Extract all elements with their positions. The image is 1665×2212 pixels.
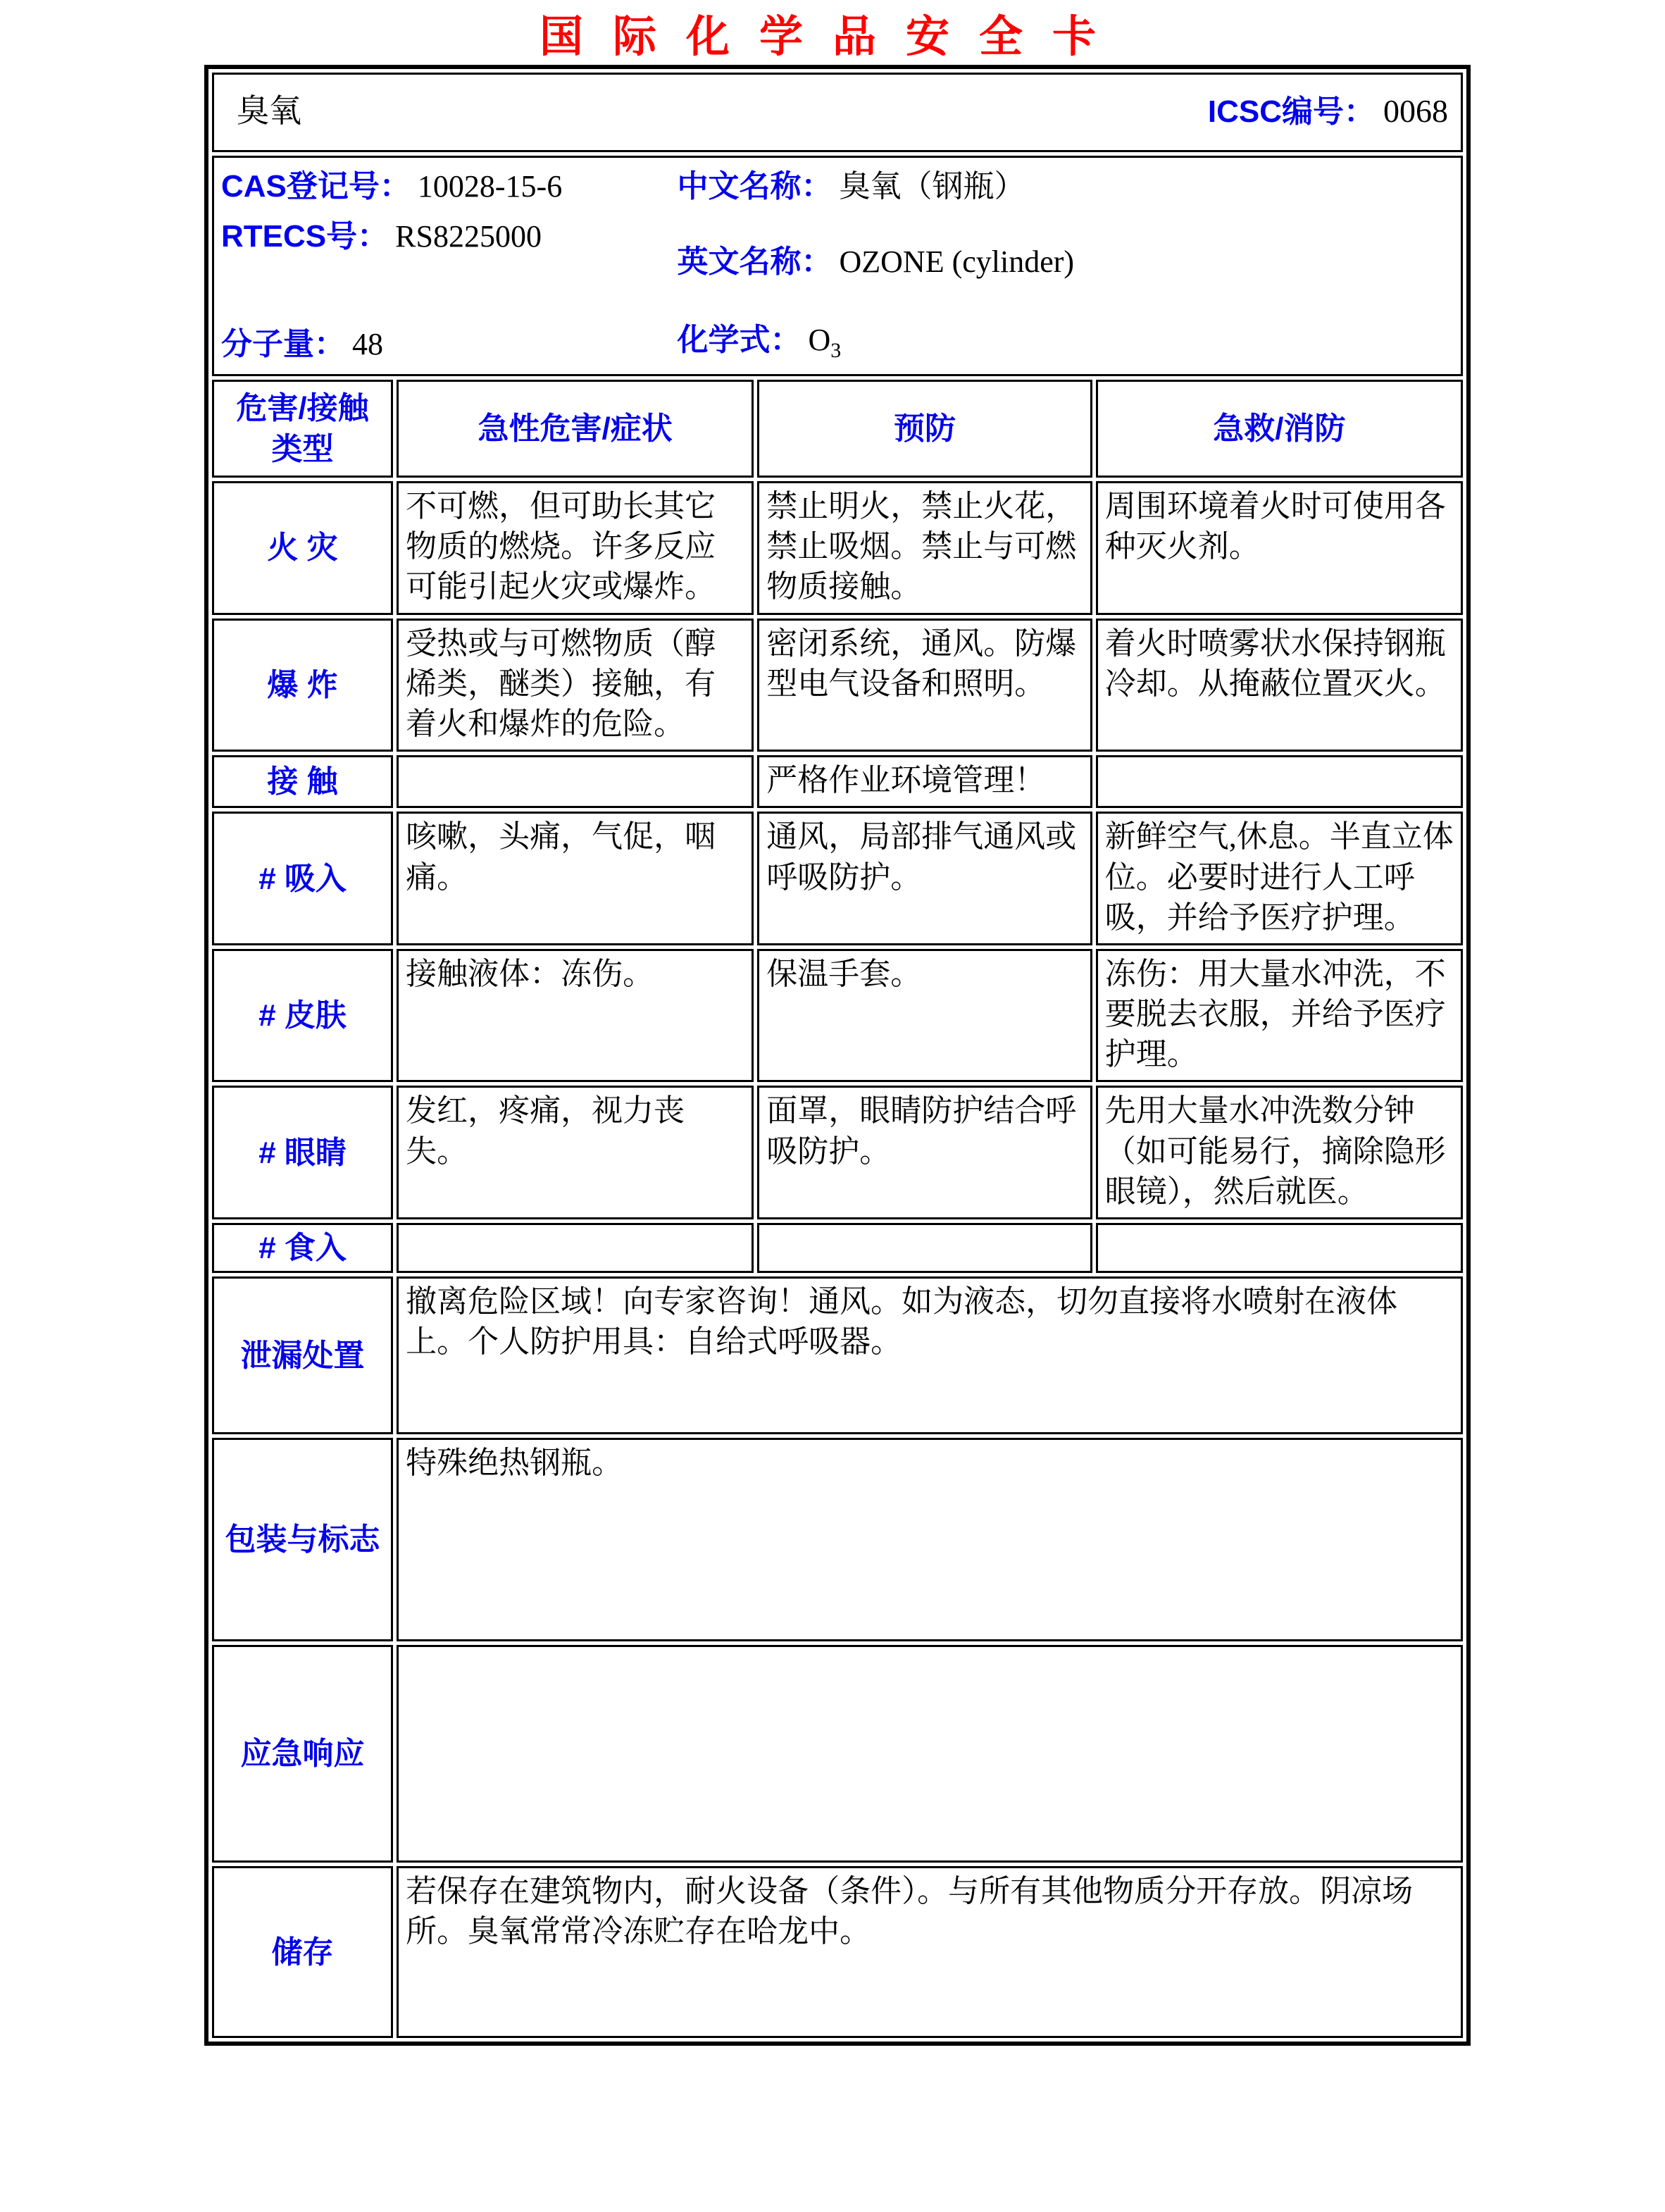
hazard-header-symptoms: 急性危害/症状 bbox=[397, 380, 754, 478]
chinese-name-value: 臭氧（钢瓶） bbox=[839, 169, 1025, 204]
document-title: 国际化学品安全卡 bbox=[539, 13, 1125, 61]
chinese-name-line bbox=[678, 166, 1454, 206]
spill-disposal-content: 撤离危险区域！向专家咨询！通风。如为液态，切勿直接将水喷射在液体上。个人防护用具：自给式呼吸器。 bbox=[397, 1276, 1463, 1434]
icsc-number: 0068 bbox=[1383, 92, 1448, 129]
safety-card-table bbox=[204, 65, 1471, 2046]
rtecs-value: RS8225000 bbox=[395, 219, 542, 254]
exposure-prevention: 严格作业环境管理！ bbox=[757, 755, 1092, 808]
emergency-response-label: 应急响应 bbox=[212, 1645, 393, 1863]
inhalation-symptoms: 咳嗽，头痛，气促，咽痛。 bbox=[397, 812, 754, 945]
skin-response: 冻伤：用大量水冲洗，不要脱去衣服，并给予医疗护理。 bbox=[1096, 949, 1463, 1083]
icsc-label: ICSC编号： bbox=[1207, 94, 1375, 129]
packaging-labelling-label: 包装与标志 bbox=[212, 1438, 393, 1641]
card-header-cell bbox=[212, 73, 1463, 152]
hazard-header-row bbox=[212, 380, 1463, 478]
fire-response: 周围环境着火时可使用各种灭火剂。 bbox=[1096, 481, 1463, 615]
card-header-row bbox=[212, 73, 1463, 152]
rtecs-line bbox=[221, 216, 678, 256]
storage-label: 储存 bbox=[212, 1866, 393, 2038]
row-fire bbox=[212, 481, 1463, 615]
icsc-number-group bbox=[1208, 90, 1454, 132]
eyes-label: # 眼睛 bbox=[212, 1086, 393, 1219]
packaging-labelling-content: 特殊绝热钢瓶。 bbox=[397, 1438, 1463, 1641]
molecular-weight-value: 48 bbox=[352, 326, 383, 361]
substance-name: 臭氧 bbox=[237, 92, 301, 129]
identity-row bbox=[212, 156, 1463, 376]
molecular-weight-line bbox=[221, 324, 678, 364]
storage-content: 若保存在建筑物内，耐火设备（条件）。与所有其他物质分开存放。阴凉场所。臭氧常常冷冻贮存在哈龙中。 bbox=[397, 1866, 1463, 2038]
row-exposure bbox=[212, 755, 1463, 808]
row-ingestion bbox=[212, 1223, 1463, 1273]
inhalation-prevention: 通风，局部排气通风或呼吸防护。 bbox=[757, 812, 1092, 945]
eyes-symptoms: 发红，疼痛，视力丧失。 bbox=[397, 1086, 754, 1219]
row-packaging-labelling bbox=[212, 1438, 1463, 1641]
exposure-label: 接 触 bbox=[212, 755, 393, 808]
rtecs-label: RTECS号： bbox=[221, 219, 389, 254]
skin-label: # 皮肤 bbox=[212, 949, 393, 1083]
hazard-header-type: 危害/接触类型 bbox=[212, 380, 393, 478]
skin-prevention: 保温手套。 bbox=[757, 949, 1092, 1083]
row-skin bbox=[212, 949, 1463, 1083]
eyes-prevention: 面罩，眼睛防护结合呼吸防护。 bbox=[757, 1086, 1092, 1219]
explosion-symptoms: 受热或与可燃物质（醇烯类，醚类）接触，有着火和爆炸的危险。 bbox=[397, 619, 754, 752]
hazard-header-response: 急救/消防 bbox=[1096, 380, 1463, 478]
ingestion-label: # 食入 bbox=[212, 1223, 393, 1273]
hazard-header-prevention: 预防 bbox=[757, 380, 1092, 478]
english-name-label: 英文名称： bbox=[677, 244, 832, 280]
cas-label: CAS登记号： bbox=[221, 169, 411, 204]
inhalation-response: 新鲜空气,休息。半直立体位。必要时进行人工呼吸，并给予医疗护理。 bbox=[1096, 812, 1463, 945]
row-storage bbox=[212, 1866, 1463, 2038]
row-eyes bbox=[212, 1086, 1463, 1219]
cas-line bbox=[221, 166, 678, 206]
row-explosion bbox=[212, 619, 1463, 752]
fire-label: 火 灾 bbox=[212, 481, 393, 615]
exposure-symptoms bbox=[397, 755, 754, 808]
identity-cell bbox=[212, 156, 1463, 376]
eyes-response: 先用大量水冲洗数分钟（如可能易行，摘除隐形眼镜），然后就医。 bbox=[1096, 1086, 1463, 1219]
ingestion-prevention bbox=[757, 1223, 1092, 1273]
exposure-response bbox=[1096, 755, 1463, 808]
fire-symptoms: 不可燃，但可助长其它物质的燃烧。许多反应可能引起火灾或爆炸。 bbox=[397, 481, 754, 615]
spill-disposal-label: 泄漏处置 bbox=[212, 1276, 393, 1434]
explosion-label: 爆 炸 bbox=[212, 619, 393, 752]
formula-value: $O_3$ bbox=[808, 323, 842, 362]
cas-value: 10028-15-6 bbox=[417, 169, 563, 204]
row-emergency-response bbox=[212, 1645, 1463, 1863]
chinese-name-label: 中文名称： bbox=[677, 169, 832, 204]
skin-symptoms: 接触液体：冻伤。 bbox=[397, 949, 754, 1083]
inhalation-label: # 吸入 bbox=[212, 812, 393, 945]
english-name-value: OZONE (cylinder) bbox=[839, 244, 1075, 280]
emergency-response-content bbox=[397, 1645, 1463, 1863]
explosion-response: 着火时喷雾状水保持钢瓶冷却。从掩蔽位置灭火。 bbox=[1096, 619, 1463, 752]
fire-prevention: 禁止明火，禁止火花，禁止吸烟。禁止与可燃物质接触。 bbox=[757, 481, 1092, 615]
row-inhalation bbox=[212, 812, 1463, 945]
molecular-weight-label: 分子量： bbox=[221, 326, 345, 361]
ingestion-response bbox=[1096, 1223, 1463, 1273]
explosion-prevention: 密闭系统，通风。防爆型电气设备和照明。 bbox=[757, 619, 1092, 752]
english-name-line bbox=[678, 242, 1454, 282]
ingestion-symptoms bbox=[397, 1223, 754, 1273]
formula-label: 化学式： bbox=[677, 323, 802, 358]
formula-line bbox=[678, 320, 1454, 364]
row-spill-disposal bbox=[212, 1276, 1463, 1434]
